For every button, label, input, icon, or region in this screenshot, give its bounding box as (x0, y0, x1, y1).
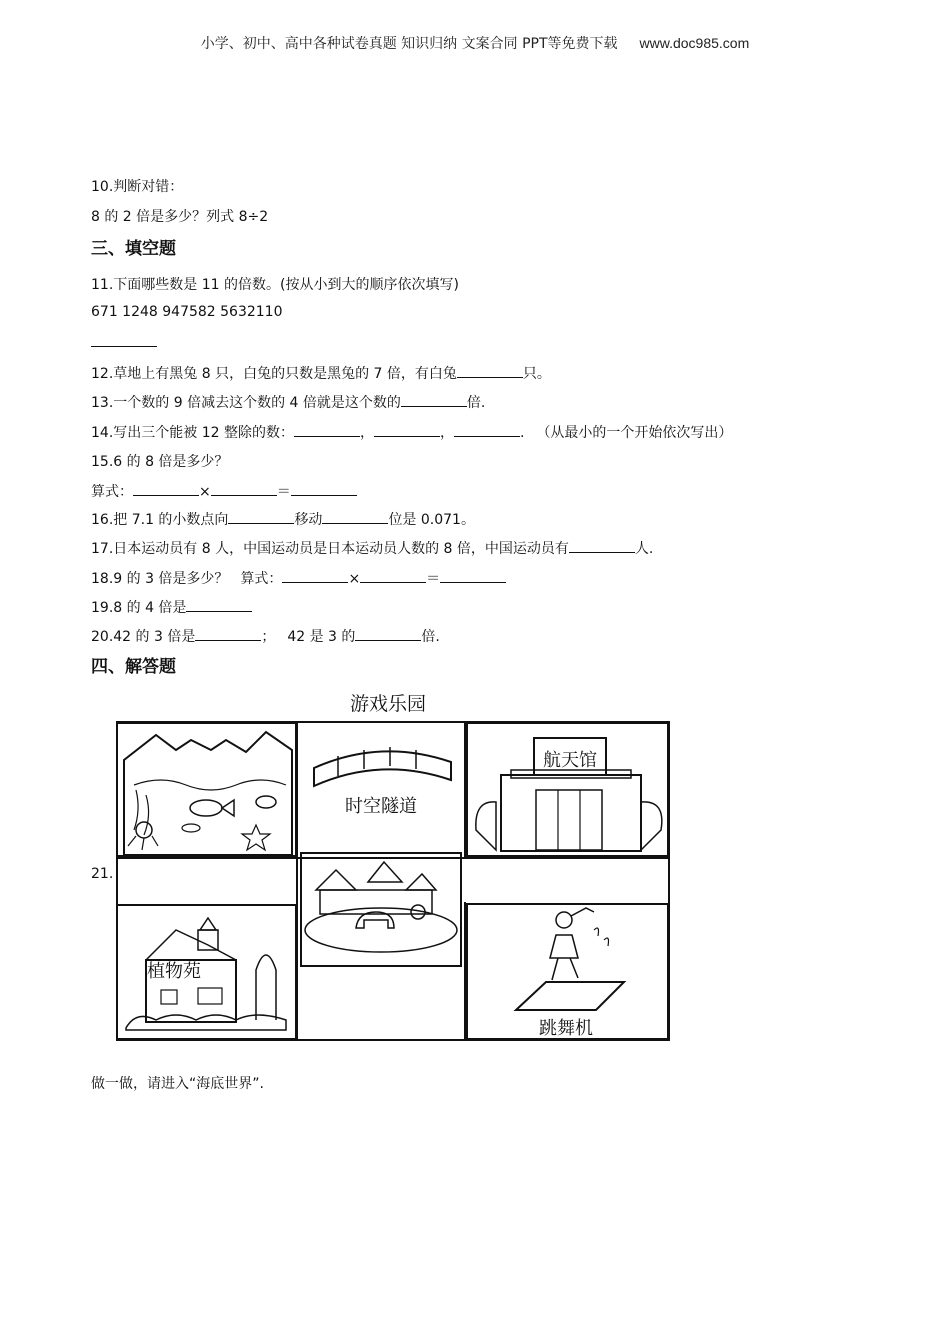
botanical-garden-attraction[interactable] (117, 905, 296, 1039)
q14-blank-1[interactable] (294, 422, 360, 437)
q11-answer-line (91, 332, 157, 351)
q17-blank[interactable] (569, 538, 635, 553)
q14-text: 14.写出三个能被 12 整除的数： (91, 425, 294, 441)
q14-comma-1: ， (359, 425, 374, 441)
page-header (0, 33, 950, 53)
dance-machine-attraction[interactable] (467, 904, 668, 1039)
q16 (91, 509, 475, 529)
q13 (91, 392, 485, 412)
q20-blank-2[interactable] (355, 626, 421, 641)
q18-times: × (348, 571, 361, 587)
q17-suffix: 人. (634, 541, 654, 557)
q18-blank-2[interactable] (360, 568, 426, 583)
q18-text: 18.9 的 3 倍是多少？ (91, 571, 229, 587)
q14-comma-2: ， (439, 425, 454, 441)
ocean-world-attraction[interactable] (117, 723, 296, 856)
q18-formula-label: 算式： (240, 571, 283, 587)
time-tunnel-label: 时空隧道 (345, 796, 417, 817)
q15-title: 15.6 的 8 倍是多少？ (91, 454, 229, 470)
q20-text: 20.42 的 3 倍是 (91, 629, 196, 645)
q16-blank-1[interactable] (228, 509, 294, 524)
q13-text: 13.一个数的 9 倍减去这个数的 4 倍就是这个数的 (91, 395, 401, 411)
q21-instruction: 做一做，请进入“海底世界”. (91, 1076, 264, 1092)
dance-machine-label: 跳舞机 (539, 1018, 593, 1039)
q17-text: 17.日本运动员有 8 人，中国运动员是日本运动员人数的 8 倍，中国运动员有 (91, 541, 569, 557)
q13-suffix: 倍. (466, 395, 486, 411)
q20-blank-1[interactable] (195, 626, 261, 641)
q18 (91, 568, 506, 588)
q20-text-2: 42 是 3 的 (287, 629, 356, 645)
header-site-text: 小学、初中、高中各种试卷真题 知识归纳 文案合同 PPT等免费下载 (200, 36, 618, 52)
q12-blank[interactable] (457, 363, 523, 378)
q17 (91, 538, 653, 558)
q15-equals: ＝ (276, 484, 291, 500)
q18-blank-3[interactable] (440, 568, 506, 583)
section-3-heading: 三、填空题 (91, 239, 176, 259)
park-title: 游戏乐园 (349, 693, 427, 715)
q13-blank[interactable] (401, 392, 467, 407)
q16-suffix: 位是 0.071。 (388, 512, 475, 528)
amusement-park-map (116, 690, 672, 1042)
q15-blank-2[interactable] (211, 481, 277, 496)
q20-suffix: 倍. (421, 629, 440, 645)
q18-equals: ＝ (426, 571, 441, 587)
q19-blank[interactable] (186, 597, 252, 612)
q15-formula (91, 481, 357, 501)
time-tunnel-attraction[interactable] (314, 747, 451, 817)
q10-body: 8 的 2 倍是多少？列式 8÷2 (91, 209, 269, 225)
q14-blank-2[interactable] (374, 422, 440, 437)
q18-blank-1[interactable] (282, 568, 348, 583)
q11-blank[interactable] (91, 332, 157, 347)
q19 (91, 597, 252, 617)
q21-number: 21. (91, 866, 114, 882)
q11-text: 11.下面哪些数是 11 的倍数。(按从小到大的顺序依次填写) (91, 277, 459, 293)
q16-text: 16.把 7.1 的小数点向 (91, 512, 229, 528)
q12 (91, 363, 551, 383)
q12-suffix: 只。 (522, 366, 551, 382)
q14 (91, 422, 732, 442)
q16-blank-2[interactable] (322, 509, 388, 524)
q11-numbers: 671 1248 947582 5632110 (91, 304, 283, 320)
header-url[interactable]: www.doc985.com (639, 35, 750, 51)
q14-blank-3[interactable] (454, 422, 520, 437)
space-museum-attraction[interactable] (467, 723, 668, 856)
botanical-garden-label: 植物苑 (147, 961, 201, 982)
q19-text: 19.8 的 4 倍是 (91, 600, 187, 616)
q12-text: 12.草地上有黑兔 8 只，白兔的只数是黑兔的 7 倍，有白兔 (91, 366, 457, 382)
q14-note: （从最小的一个开始依次写出） (536, 425, 733, 441)
q20 (91, 626, 440, 646)
zoo-attraction[interactable] (301, 853, 461, 966)
q10-title: 10.判断对错： (91, 179, 184, 195)
space-museum-label: 航天馆 (543, 750, 597, 771)
q15-blank-1[interactable] (133, 481, 199, 496)
q16-mid: 移动 (294, 512, 323, 528)
q15-formula-label: 算式： (91, 484, 133, 500)
q15-times: × (199, 484, 211, 500)
section-4-heading: 四、解答题 (91, 657, 176, 677)
q14-period: . (519, 425, 525, 441)
q20-semicolon: ； (261, 629, 276, 645)
q15-blank-3[interactable] (291, 481, 357, 496)
